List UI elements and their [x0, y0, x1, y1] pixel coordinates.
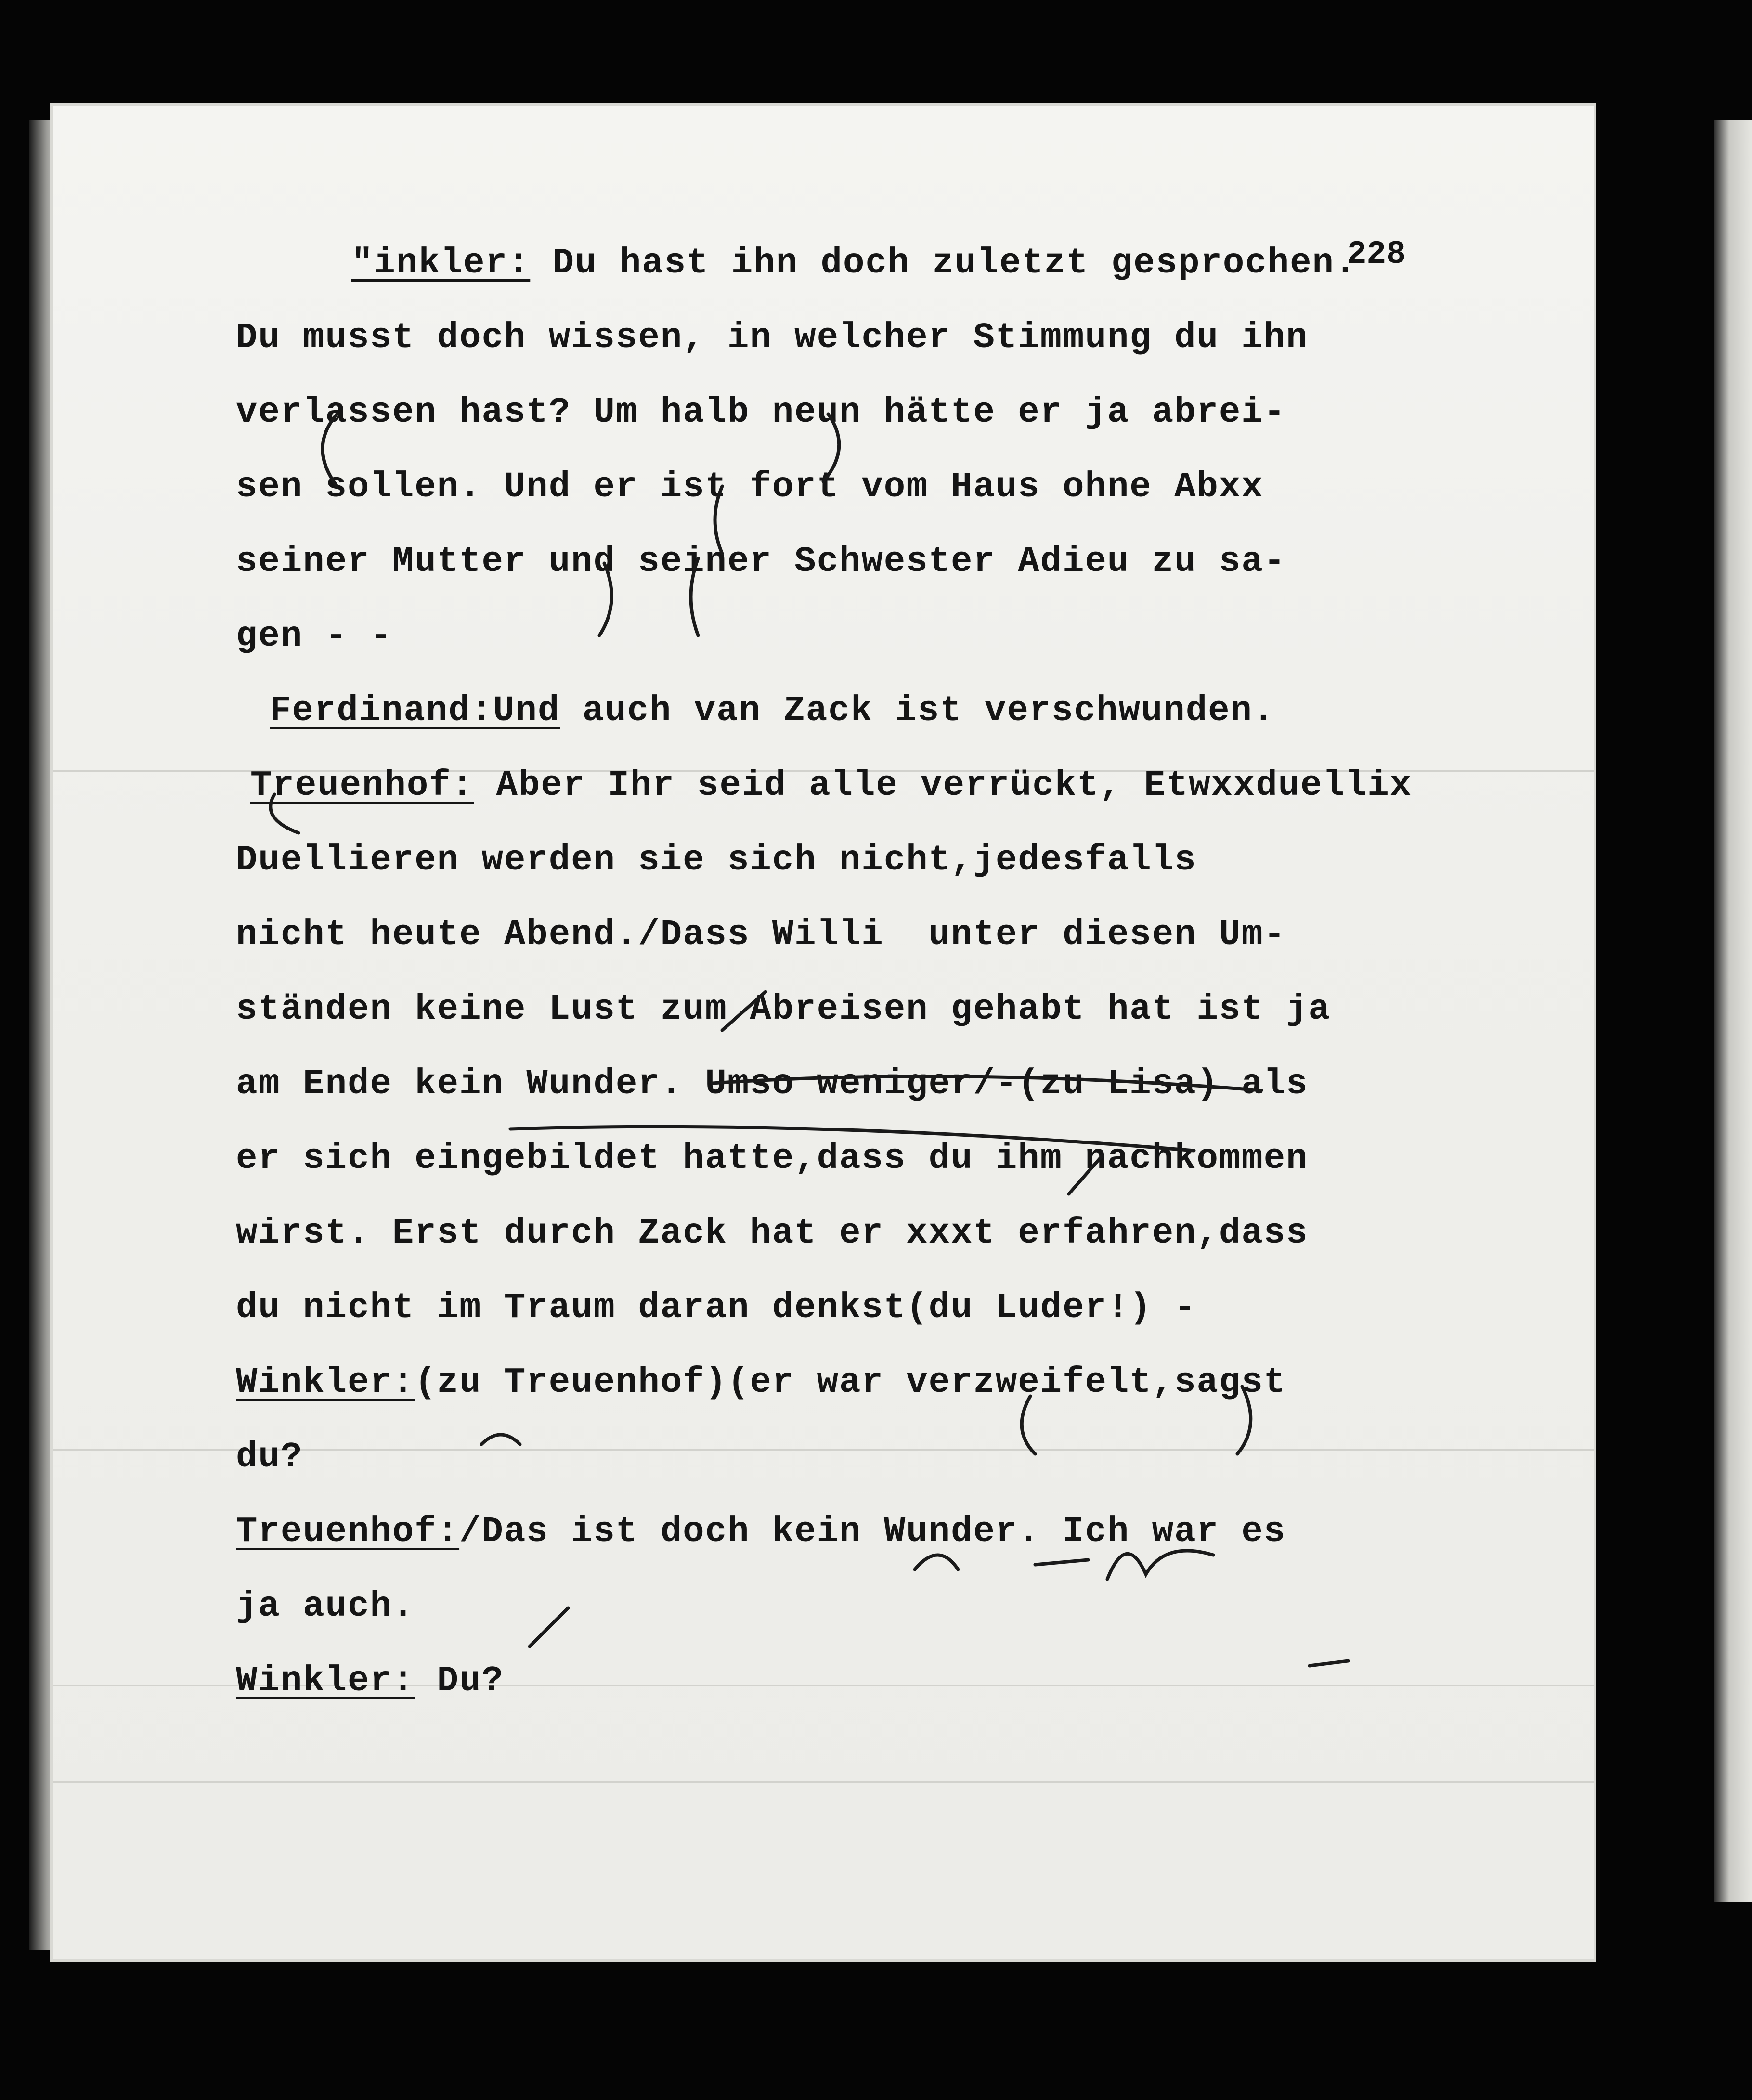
line-text: auch van Zack ist verschwunden.	[560, 691, 1275, 731]
line-text: Du?	[415, 1661, 504, 1701]
line-text: Du hast ihn doch zuletzt gesprochen.	[530, 243, 1357, 284]
typescript-line	[236, 226, 1536, 301]
typescript-line	[236, 1047, 1536, 1122]
typescript-line	[236, 1569, 1536, 1644]
line-text: wirst. Erst durch Zack hat er xxxt erfahren,dass	[236, 1213, 1309, 1254]
typescript-line	[236, 1196, 1536, 1271]
line-text: verlassen hast? Um halb neun hätte er ja abrei-	[236, 392, 1286, 433]
paper-rule	[53, 1781, 1594, 1783]
typescript-line	[236, 823, 1536, 898]
speaker-name: Treuenhof:	[236, 1512, 460, 1552]
typescript-line	[236, 749, 1536, 823]
typescript-line	[236, 376, 1536, 450]
line-text: er sich eingebildet hatte,dass du ihm nachkommen	[236, 1139, 1309, 1179]
page-number: 228	[1347, 236, 1406, 273]
line-text: du nicht im Traum daran denkst(du Luder!) -	[236, 1288, 1197, 1328]
speaker-name: "inkler:	[351, 243, 531, 284]
typescript-line	[236, 898, 1536, 972]
typescript-line	[236, 1420, 1536, 1495]
line-text: /Das ist doch kein Wunder. Ich war es	[459, 1512, 1286, 1552]
line-text: nicht heute Abend./Dass Willi unter diesen Um-	[236, 915, 1286, 955]
line-text: Duellieren werden sie sich nicht,jedesfalls	[236, 840, 1197, 881]
speaker-name: Winkler:	[236, 1661, 415, 1701]
typescript-line	[236, 972, 1536, 1047]
line-text: seiner Mutter und seiner Schwester Adieu zu sa-	[236, 542, 1286, 582]
line-text: Aber Ihr seid alle verrückt, Etwxxduellix	[474, 765, 1413, 806]
line-text: gen - -	[236, 616, 392, 657]
line-text: sen sollen. Und er ist fort vom Haus ohne Abxx	[236, 467, 1264, 507]
typescript-line	[236, 450, 1536, 525]
speaker-name: Treuenhof:	[250, 765, 474, 806]
typescript-line	[236, 1495, 1536, 1569]
typescript-line	[236, 1346, 1536, 1420]
typescript-line	[236, 1122, 1536, 1196]
line-text: ja auch.	[236, 1586, 415, 1627]
line-text: ständen keine Lust zum Abreisen gehabt hat ist ja	[236, 989, 1331, 1030]
line-text: du?	[236, 1437, 303, 1478]
speaker-name: Ferdinand:Und	[270, 691, 560, 731]
next-page-strip	[1714, 120, 1752, 1902]
line-text: Du musst doch wissen, in welcher Stimmung du ihn	[236, 318, 1309, 358]
typescript-line	[236, 674, 1536, 749]
typescript-line	[236, 1644, 1536, 1719]
typescript-line	[236, 599, 1536, 674]
speaker-name: Winkler:	[236, 1362, 415, 1403]
line-text: am Ende kein Wunder. Umso weniger/-(zu Lisa) als	[236, 1064, 1309, 1104]
typescript-line	[236, 301, 1536, 376]
typescript-line	[236, 525, 1536, 599]
typescript-line	[236, 1271, 1536, 1346]
typescript-text	[236, 226, 1536, 1719]
line-text: (zu Treuenhof)(er war verzweifelt,sagst	[415, 1362, 1286, 1403]
